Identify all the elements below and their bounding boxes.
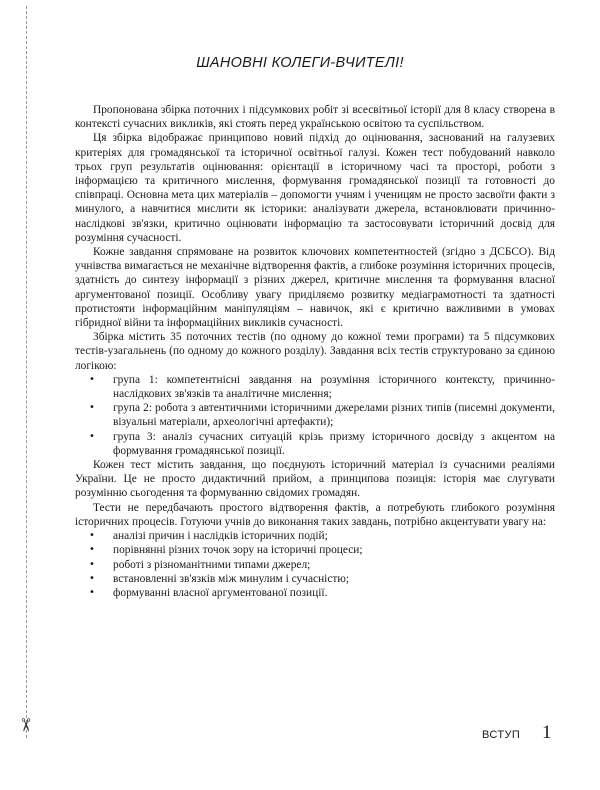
paragraph: Збірка містить 35 поточних тестів (по одному до кожної теми програми) та 5 підсумкових тестів-узагальнень (по одному до кожного розділу). Завдання всіх тестів структуровано за єдиною логікою: <box>75 331 555 372</box>
bullet-icon: • <box>89 373 95 385</box>
paragraph: Ця збірка відображає принципово новий підхід до оцінювання, заснований на галузевих критеріях для громадянської та історичної освітньої галузі. Кожен тест побудований навколо трьох груп результатів оцінювання: орієнтації в історичному часі та просторі, роботи з інформацією та критичного мислення, формування громадянської позиції та готовності до співпраці. Основна мета цих матеріалів – допомогти учням і ученицям не просто засвоїти факти з минулого, а навчитися мислити як історики: аналізувати джерела, встановлювати причинно-наслідкові зв'язки, критично оцінювати інформацію та застосовувати історичний досвід для розуміння сучасності. <box>75 132 555 244</box>
cut-line <box>26 6 27 738</box>
body-text <box>75 103 555 600</box>
bullet-icon: • <box>89 402 95 414</box>
list-item: • роботі з різноманітними типами джерел; <box>89 558 311 571</box>
page-number: 1 <box>542 722 552 743</box>
list-item: • група 1: компетентнісні завдання на розуміння історичного контексту, причинно-наслідкових зв'язків та аналітичне мислення; <box>89 373 555 401</box>
paragraph: Тести не передбачають простого відтворення фактів, а потребують глибокого розуміння історичних процесів. Готуючи учнів до виконання таких завдань, потрібно акцентувати увагу на: <box>75 501 555 528</box>
bullet-icon: • <box>89 558 95 570</box>
section-label: ВСТУП <box>482 729 521 741</box>
paragraph: Кожне завдання спрямоване на розвиток ключових компетентностей (згідно з ДСБСО). Від учнівства вимагається не механічне відтворення фактів, а глибоке розуміння історичних процесів, здатність до синтезу інформації з різних джерел, критичне мислення та формування власної аргументованої позиції. Особливу увагу приділяємо розвитку медіаграмотності та здатності протистояти інформаційним маніпуляціям – навичок, які є критично важливими в умовах гібридної війни та інформаційних викликів сучасності. <box>75 246 555 330</box>
list-item: • формуванні власної аргументованої позиції. <box>89 586 328 599</box>
bullet-icon: • <box>89 572 95 584</box>
bullet-icon: • <box>89 586 95 598</box>
paragraph: Кожен тест містить завдання, що поєднують історичний матеріал із сучасними реаліями України. Це не просто дидактичний прийом, а принципова позиція: історія має слугувати розумінню сьогодення та формуванню свідомих громадян. <box>75 459 555 500</box>
bullet-icon: • <box>89 430 95 442</box>
list-item: • група 3: аналіз сучасних ситуацій крізь призму історичного досвіду з акцентом на формування громадянської позиції. <box>89 430 555 457</box>
bullet-list-skills <box>75 529 555 600</box>
list-item: • група 2: робота з автентичними історичними джерелами різних типів (писемні документи, візуальні матеріали, археологічні артефакти); <box>89 402 555 429</box>
paragraph: Пропонована збірка поточних і підсумкових робіт зі всесвітньої історії для 8 класу створена в контексті сучасних викликів, які стоять перед українською освітою та суспільством. <box>75 104 555 131</box>
list-item: • порівнянні різних точок зору на історичні процеси; <box>89 544 363 557</box>
list-item: • встановленні зв'язків між минулим і сучасністю; <box>89 572 350 585</box>
bullet-icon: • <box>89 544 95 556</box>
bullet-list-groups <box>75 373 555 458</box>
page-title: ШАНОВНІ КОЛЕГИ-ВЧИТЕЛІ! <box>196 55 404 71</box>
scissors-icon: ✂ <box>14 717 36 733</box>
list-item: • аналізі причин і наслідків історичних подій; <box>89 530 328 543</box>
bullet-icon: • <box>89 530 95 542</box>
